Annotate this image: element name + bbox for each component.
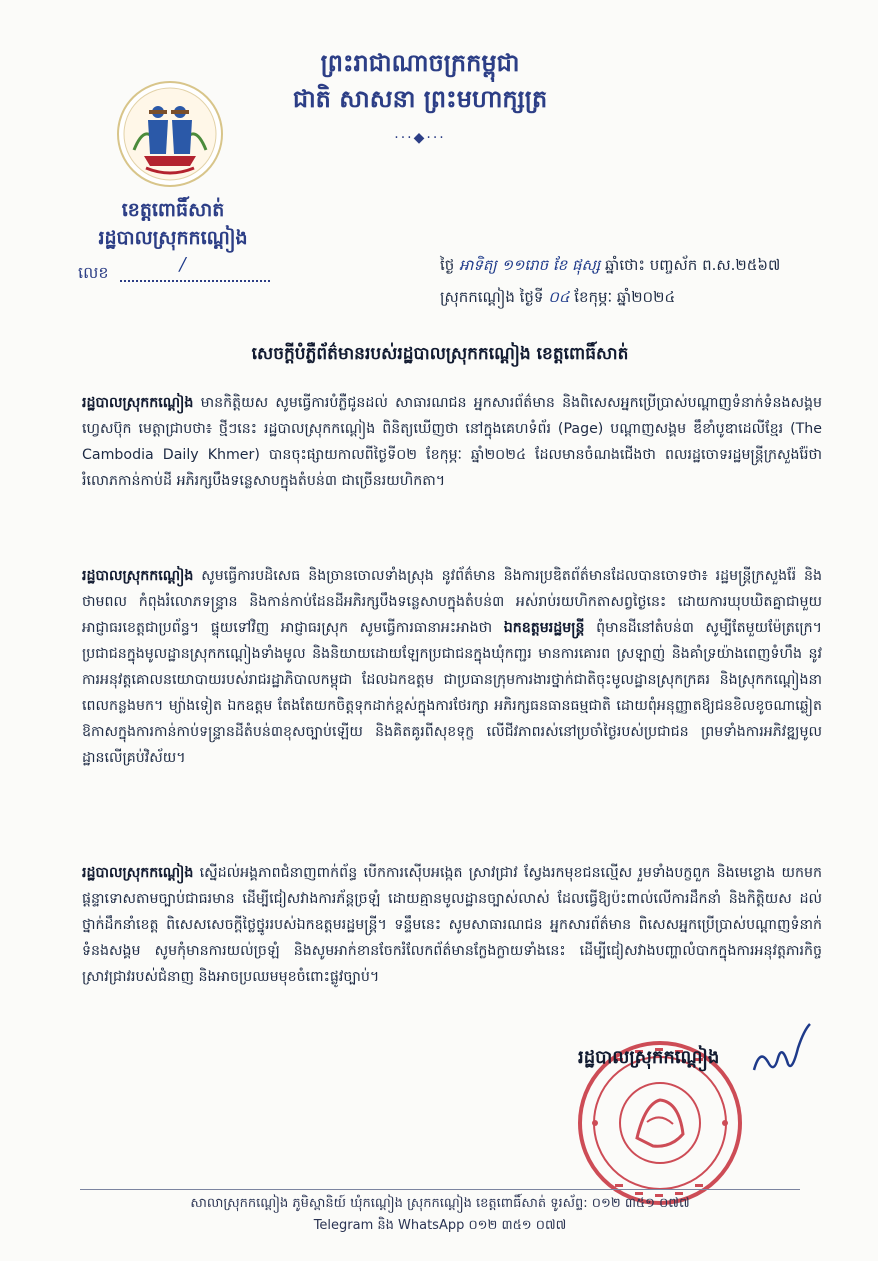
paragraph-3	[82, 860, 822, 990]
number-field	[120, 253, 270, 282]
footer-contact: Telegram និង WhatsApp ០១២ ៣៥១ ០៧៧	[313, 1218, 567, 1233]
kingdom-heading: ព្រះរាជាណាចក្រកម្ពុជា	[320, 49, 520, 77]
paragraph-2-text-a: សូមធ្វើការបដិសេធ និងច្រានចោលទាំងស្រុង នូវព័ត៌មាន និងការប្រឌិតព័ត៌មានដែលបានចោទថា៖ រដ្ឋមន្ត្រីក្រសួងរ៉ែ និងថាមពល កំពុងរំលោភទន្រ្ទាន និងកាន់កាប់ដែនដីអភិរក្សបឹងទន្លេសាបក្នុងតំបន់៣ អស់រាប់រយហិកតាសព្វថ្ងៃនេះ ដោយការឃុបឃិតគ្នាជាមួយអាជ្ញាធរខេត្តជាប្រព័ន្ធ។ ផ្ទុយទៅវិញ អាជ្ញាធរស្រុក សូមធ្វើការធានាអះអាងថា	[82, 568, 823, 636]
footer-address: សាលាស្រុកកណ្ដៀង ភូមិស្ពានិយ៍ ឃុំកណ្ដៀង ស្រុកកណ្ដៀង ខេត្តពោធិ៍សាត់ ទូរស័ព្ទ: ០១២ ៣៥១ ០៧៧	[190, 1196, 690, 1211]
paragraph-2-text-b: ពុំមានដីនៅតំបន់៣ សូម្បីតែមួយម៉ែត្រក្រេ។ ប្រជាជនក្នុងមូលដ្ឋានស្រុកកណ្ដៀងទាំងមូល និងនិយាយដោយឡែកប្រជាជនក្នុងឃុំកញ្ជរ មានការគោរព ស្រឡាញ់ និងគាំទ្រយ៉ាងពេញទំហឹង នូវការអនុវត្តគោលនយោបាយរបស់រាជរដ្ឋាភិបាលកម្ពុជា ដែលឯកឧត្តម ជាប្រធានក្រុមការងារថ្នាក់ជាតិចុះមូលដ្ឋានស្រុកក្រគរ និងស្រុកកណ្ដៀងនាពេលកន្លងមក។ ម្យ៉ាងទៀត ឯកឧត្តម តែងតែយកចិត្តទុកដាក់ខ្ពស់ក្នុងការថែរក្សា អភិរក្សធនធានធម្មជាតិ ដោយពុំអនុញ្ញាតឱ្យជនខិលខូចណាឆ្លៀតឱកាសក្នុងការកាន់កាប់ទន្រ្ទានដីតំបន់៣ខុសច្បាប់ឡើយ និងគិតគូរពីសុខទុក្ខ លើជីវភាពរស់នៅប្រចាំថ្ងៃរបស់ប្រជាជន ព្រមទាំងការអភិវឌ្ឍមូលដ្ឋានលើគ្រប់វិស័យ។	[82, 620, 823, 766]
paragraph-2	[82, 563, 822, 771]
handwritten-signature-icon	[748, 1018, 818, 1078]
number-label: លេខ	[78, 263, 109, 282]
paragraph-1-text: មានកិត្តិយស សូមធ្វើការបំភ្លឺជូនដល់ សាធារណជន អ្នកសារព័ត៌មាន និងពិសេសអ្នកប្រើប្រាស់បណ្ដាញទំនាក់ទំនងសង្គមហ្វេសប៊ុក មេត្តាជ្រាបថា៖ ថ្មីៗនេះ រដ្ឋបាលស្រុកកណ្ដៀង ពិនិត្យឃើញថា នៅក្នុងគេហទំព័រ (Page) បណ្ដាញសង្គម ឌឹខាំបូឌាដេលីខ្មែរ (The Cambodia Daily Khmer) បានចុះផ្សាយកាលពីថ្ងៃទី០២ ខែកុម្ភៈ ឆ្នាំ២០២៤ ដែលមានចំណងជើងថា ពលរដ្ឋចោទរដ្ឋមន្ត្រីក្រសួងរ៉ែថា រំលោភកាន់កាប់ដី អភិរក្សបឹងទន្លេសាបក្នុងតំបន់៣ ជាច្រើនរយហិកតា។	[82, 395, 822, 489]
lunar-date-line	[440, 256, 860, 278]
paragraph-2-highlight: ឯកឧត្តមរដ្ឋមន្ត្រី	[503, 620, 585, 636]
solar-date-prefix: ស្រុកកណ្ដៀង ថ្ងៃទី	[440, 288, 544, 306]
province-name: ខេត្តពោធិ៍សាត់	[121, 199, 225, 221]
nation-motto: ជាតិ សាសនា ព្រះមហាក្សត្រ	[292, 85, 548, 113]
solar-date-handwritten: ០៤	[548, 288, 570, 306]
paragraph-3-lead: រដ្ឋបាលស្រុកកណ្ដៀង	[82, 865, 194, 881]
issuer-block	[78, 196, 268, 252]
paragraph-1-lead: រដ្ឋបាលស្រុកកណ្ដៀង	[82, 395, 194, 411]
footer-divider	[80, 1189, 800, 1190]
solar-date-suffix: ខែកុម្ភៈ ឆ្នាំ២០២៤	[574, 288, 676, 306]
paragraph-2-lead: រដ្ឋបាលស្រុកកណ្ដៀង	[82, 568, 194, 584]
document-title: សេចក្ដីបំភ្លឺព័ត៌មានរបស់រដ្ឋបាលស្រុកកណ្ដៀង ខេត្តពោធិ៍សាត់	[251, 344, 629, 364]
administration-name: រដ្ឋបាលស្រុកកណ្ដៀង	[98, 227, 248, 249]
header-ornament: ···◆···	[394, 130, 446, 146]
solar-date-line	[440, 288, 860, 310]
lunar-date-handwritten: អាទិត្យ ១១រោច ខែ ផុស្ស	[459, 256, 601, 274]
reference-number	[78, 253, 298, 286]
lunar-date-prefix: ថ្ងៃ	[440, 256, 455, 274]
number-handwritten-mark: /	[179, 253, 186, 275]
signatory-title: រដ្ឋបាលស្រុកកណ្ដៀង	[578, 1047, 720, 1068]
paragraph-1	[82, 390, 822, 494]
paragraph-3-text: ស្នើដល់អង្គភាពជំនាញពាក់ព័ន្ធ បើកការស៊ើបអង្កេត ស្រាវជ្រាវ ស្វែងរកមុខជនល្មើស រួមទាំងបក្ខពួក និងមេខ្លោង យកមកផ្ដន្ទាទោសតាមច្បាប់ជាធរមាន ដើម្បីជៀសវាងការភ័ន្តច្រឡំ ដោយគ្មានមូលដ្ឋានច្បាស់លាស់ ដែលធ្វើឱ្យប៉ះពាល់លើការដឹកនាំ និងកិត្តិយស ដល់ថ្នាក់ដឹកនាំខេត្ត ពិសេសសេចក្ដីថ្លៃថ្នូររបស់ឯកឧត្តមរដ្ឋមន្ត្រី។ ទន្ទឹមនេះ សូមសាធារណជន អ្នកសារព័ត៌មាន ពិសេសអ្នកប្រើប្រាស់បណ្ដាញទំនាក់ទំនងសង្គម សូមកុំមានការយល់ច្រឡំ និងសូមអាក់ខានចែករំលែកព័ត៌មានក្លែងក្លាយទាំងនេះ ដើម្បីជៀសវាងបញ្ហាលំបាកក្នុងការអនុវត្តភារកិច្ចស្រាវជ្រាវរបស់ជំនាញ និងអាចប្រឈមមុខចំពោះផ្លូវច្បាប់។	[82, 865, 822, 985]
lunar-date-suffix: ឆ្នាំថោះ បញ្ចស័ក ព.ស.២៥៦៧	[605, 256, 781, 274]
